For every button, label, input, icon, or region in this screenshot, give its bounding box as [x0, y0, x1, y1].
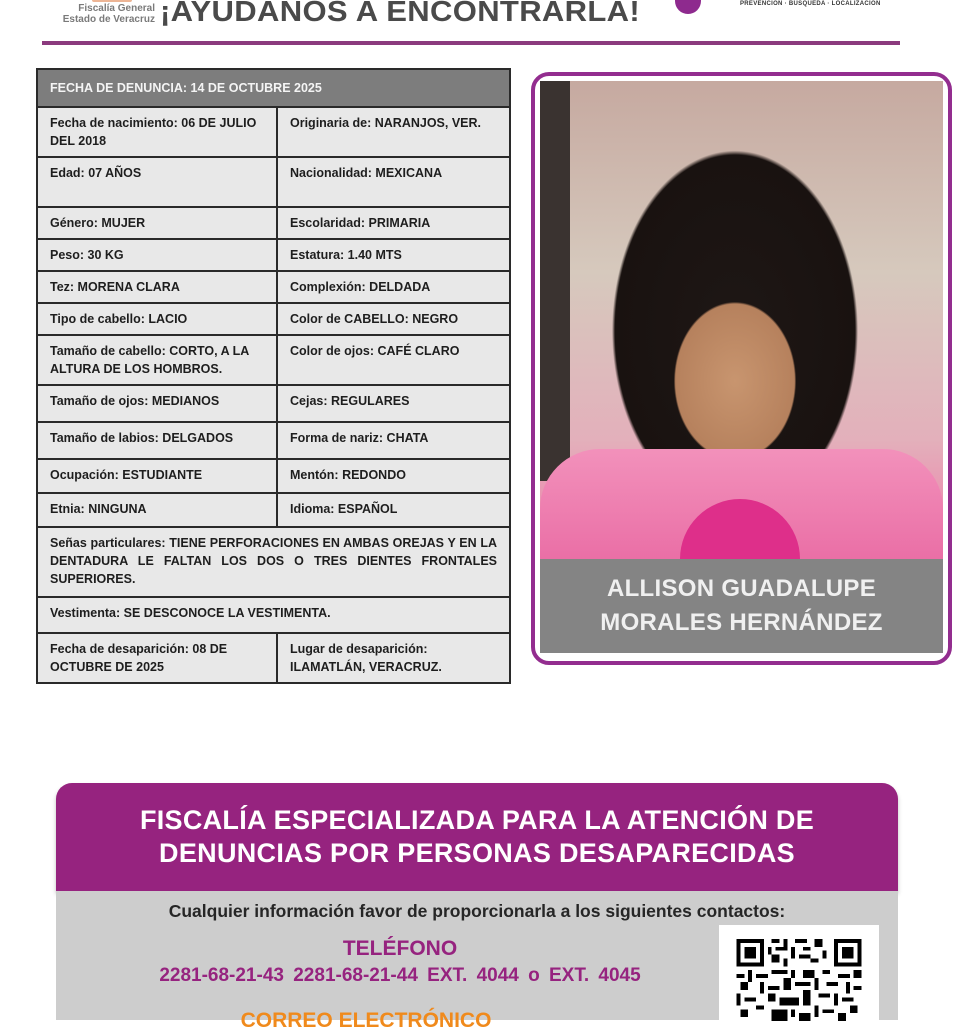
logo-line-2: Estado de Veracruz — [62, 14, 155, 25]
person-data-table — [36, 68, 511, 684]
idioma: Idioma: ESPAÑOL — [290, 502, 398, 516]
genero: Género: MUJER — [38, 208, 278, 238]
peso: Peso: 30 KG — [38, 240, 278, 270]
estatura: Estatura: 1.40 MTS — [290, 248, 402, 262]
etnia: Etnia: NINGUNA — [38, 494, 278, 526]
poster-header — [0, 0, 978, 48]
contact-title-line-1: FISCALÍA ESPECIALIZADA PARA LA ATENCIÓN DE — [139, 805, 815, 835]
table-row — [38, 156, 509, 206]
purple-v-logo-icon — [675, 0, 701, 14]
table-row — [38, 632, 509, 682]
contact-body — [56, 891, 898, 1032]
contact-block — [56, 783, 898, 1032]
qr-code-icon[interactable] — [719, 925, 879, 1035]
contact-intro: Cualquier información favor de proporcionarla a los siguientes contactos: — [168, 901, 786, 921]
table-row — [38, 384, 509, 421]
tagline: PREVENCIÓN · BÚSQUEDA · LOCALIZACIÓN — [740, 1, 881, 7]
senas-particulares: Señas particulares: TIENE PERFORACIONES EN AMBAS OREJAS Y EN LA DENTADURA LE FALTAN LOS DOS O TRES DIENTES FRONTALES SUPERIORES. — [50, 536, 497, 586]
table-row — [38, 206, 509, 238]
nacionalidad: Nacionalidad: MEXICANA — [290, 166, 443, 180]
table-row — [38, 302, 509, 334]
photo-background — [540, 81, 570, 481]
fiscalia-logo-icon — [92, 0, 132, 2]
contact-title-line-2: DENUNCIAS POR PERSONAS DESAPARECIDAS — [159, 838, 795, 868]
escolaridad: Escolaridad: PRIMARIA — [290, 216, 431, 230]
fecha-nacimiento: Fecha de nacimiento: 06 DE JULIO DEL 2018 — [38, 108, 278, 156]
table-row — [38, 106, 509, 156]
fiscalia-logo-text — [50, 3, 155, 25]
color-ojos: Color de ojos: CAFÉ CLARO — [290, 344, 460, 358]
missing-person-photo — [540, 81, 943, 559]
header-divider — [42, 41, 900, 45]
menton: Mentón: REDONDO — [290, 468, 406, 482]
ocupacion: Ocupación: ESTUDIANTE — [38, 460, 278, 492]
tamano-ojos: Tamaño de ojos: MEDIANOS — [38, 386, 278, 421]
forma-nariz: Forma de nariz: CHATA — [290, 431, 429, 445]
color-cabello: Color de CABELLO: NEGRO — [290, 312, 459, 326]
tamano-labios: Tamaño de labios: DELGADOS — [38, 423, 278, 458]
lugar-desaparicion: Lugar de desaparición: ILAMATLÁN, VERACRUZ. — [290, 642, 442, 674]
table-row — [38, 238, 509, 270]
table-header-row — [38, 70, 509, 106]
email-label: CORREO ELECTRÓNICO — [240, 1009, 492, 1032]
phone-label: TELÉFONO — [342, 937, 458, 960]
contact-title — [56, 783, 898, 891]
tez: Tez: MORENA CLARA — [38, 272, 278, 302]
name-banner — [540, 559, 943, 653]
table-row — [38, 334, 509, 384]
photo-card — [531, 72, 952, 665]
fecha-desaparicion: Fecha de desaparición: 08 DE OCTUBRE DE 2025 — [38, 634, 278, 682]
fecha-denuncia: FECHA DE DENUNCIA: 14 DE OCTUBRE 2025 — [50, 81, 322, 95]
complexion: Complexión: DELDADA — [290, 280, 431, 294]
table-row — [38, 596, 509, 632]
table-row — [38, 492, 509, 526]
name-line-2: MORALES HERNÁNDEZ — [600, 609, 883, 636]
table-row — [38, 526, 509, 596]
logo-line-1: Fiscalía General — [78, 3, 155, 14]
tamano-cabello: Tamaño de cabello: CORTO, A LA ALTURA DE LOS HOMBROS. — [38, 336, 278, 384]
name-line-1: ALLISON GUADALUPE — [606, 575, 877, 602]
originaria: Originaria de: NARANJOS, VER. — [290, 116, 482, 130]
vestimenta: Vestimenta: SE DESCONOCE LA VESTIMENTA. — [50, 606, 331, 620]
tipo-cabello: Tipo de cabello: LACIO — [38, 304, 278, 334]
table-row — [38, 270, 509, 302]
table-row — [38, 421, 509, 458]
table-row — [38, 458, 509, 492]
cejas: Cejas: REGULARES — [290, 394, 410, 408]
phone-numbers[interactable]: 2281-68-21-43 2281-68-21-44 EXT. 4044 o EXT. 4045 — [159, 965, 641, 986]
headline: ¡AYUDANOS A ENCONTRARLA! — [160, 0, 641, 28]
edad: Edad: 07 AÑOS — [38, 158, 278, 206]
